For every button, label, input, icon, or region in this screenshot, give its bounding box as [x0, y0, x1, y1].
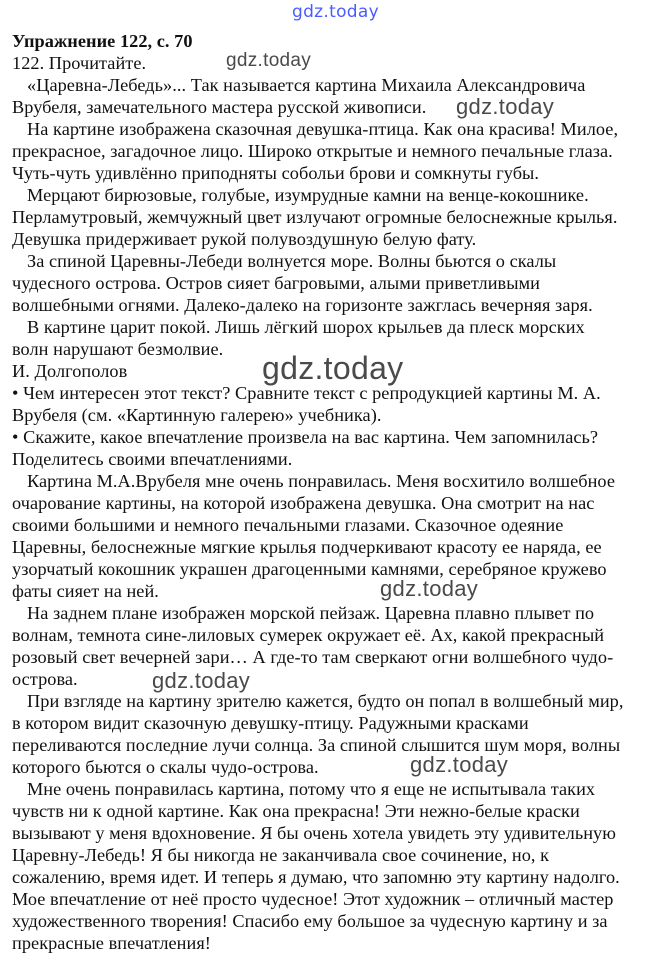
task-bullet: • Скажите, какое впечатление произвела на вас картина. Чем запомнилась?: [12, 427, 599, 447]
paragraph-line: Поделитесь своими впечатлениями.: [12, 449, 293, 469]
paragraph-line: В картине царит покой. Лишь лёгкий шорох крыльев да плеск морских: [27, 317, 585, 337]
paragraph-line: своими большими и немного печальными глазами. Сказочное одеяние: [12, 515, 564, 535]
paragraph-line: розовый свет вечерней зари… А где-то там сверкают огни волшебного чудо-: [12, 647, 614, 667]
paragraph-line: художественного творения! Спасибо ему большое за чудесную картину и за: [12, 911, 608, 931]
paragraph-line: волнам, темнота сине-лиловых сумерек окружает её. Ах, какой прекрасный: [12, 625, 605, 645]
paragraph-line: которого бьются о скалы чудо-острова.: [12, 757, 319, 777]
paragraph-line: Чуть-чуть удивлённо приподняты собольи брови и сомкнуты губы.: [12, 163, 540, 183]
paragraph-line: волн нарушают безмолвие.: [12, 339, 224, 359]
paragraph-line: очарование картины, на которой изображена девушка. Она смотрит на нас: [12, 493, 595, 513]
paragraph-line: вызывают у меня вдохновение. Я бы очень хотела увидеть эту удивительную: [12, 823, 616, 843]
paragraph-line: Картина М.А.Врубеля мне очень понравилась. Меня восхитило волшебное: [27, 471, 616, 491]
paragraph-line: Врубеля (см. «Картинную галерею» учебника).: [12, 405, 382, 425]
paragraph-line: прекрасные впечатления!: [12, 933, 211, 953]
paragraph-line: фаты сияет на ней.: [12, 581, 159, 601]
paragraph-line: Девушка придерживает рукой полувоздушную белую фату.: [12, 229, 477, 249]
paragraph-line: волшебными огнями. Далеко-далеко на горизонте зажглась вечерняя заря.: [12, 295, 593, 315]
watermark-text: gdz.today: [456, 94, 555, 119]
paragraph-line: За спиной Царевны-Лебеди волнуется море. Волны бьются о скалы: [27, 251, 557, 271]
watermark-text: gdz.today: [262, 350, 404, 386]
watermark-text: gdz.today: [380, 576, 479, 601]
paragraph-line: прекрасное, загадочное лицо. Широко открытые и немного печальные глаза.: [12, 141, 613, 161]
paragraph-line: Царевну-Лебедь! Я бы никогда не заканчивала свое сочинение, но, к: [12, 845, 550, 865]
watermark-link-top[interactable]: gdz.today: [292, 2, 379, 22]
watermark-text: gdz.today: [152, 668, 251, 693]
paragraph-line: Царевны, белоснежные мягкие крылья подчеркивают красоту ее наряда, ее: [12, 537, 602, 557]
paragraph-line: переливаются последние лучи солнца. За спиной слышится шум моря, волны: [12, 735, 621, 755]
paragraph-line: чувств ни к одной картине. Как она прекрасна! Эти нежно-белые краски: [12, 801, 580, 821]
paragraph-line: Мне очень понравилась картина, потому что я еще не испытывала таких: [27, 779, 596, 799]
paragraph-line: Мое впечатление от неё просто чудесное! Этот художник – отличный мастер: [12, 889, 614, 909]
task-bullet: • Чем интересен этот текст? Сравните текст с репродукцией картины М. А.: [12, 383, 601, 403]
paragraph-line: чудесного острова. Остров сияет багровыми, алыми приветливыми: [12, 273, 540, 293]
paragraph-line: острова.: [12, 669, 78, 689]
paragraph-line: Мерцают бирюзовые, голубые, изумрудные камни на венце-кокошнике.: [27, 185, 589, 205]
paragraph-line: Врубеля, замечательного мастера русской живописи.: [12, 97, 427, 117]
paragraph-line: сожалению, время идет. И теперь я думаю, что запомню эту картину надолго.: [12, 867, 620, 887]
watermark-text: gdz.today: [226, 50, 312, 71]
paragraph-line: На заднем плане изображен морской пейзаж. Царевна плавно плывет по: [27, 603, 595, 623]
author-signature: И. Долгополов: [12, 361, 128, 381]
paragraph-line: «Царевна-Лебедь»... Так называется картина Михаила Александровича: [27, 75, 586, 95]
paragraph-line: При взгляде на картину зрителю кажется, будто он попал в волшебный мир,: [27, 691, 624, 711]
paragraph-line: в котором видит сказочную девушку-птицу. Радужными красками: [12, 713, 529, 733]
paragraph-line: 122. Прочитайте.: [12, 53, 147, 73]
paragraph-line: узорчатый кокошник украшен драгоценными камнями, серебряное кружево: [12, 559, 607, 579]
watermark-text: gdz.today: [410, 752, 509, 777]
exercise-title: Упражнение 122, с. 70: [12, 31, 193, 51]
paragraph-line: На картине изображена сказочная девушка-птица. Как она красива! Милое,: [27, 119, 619, 139]
paragraph-line: Перламутровый, жемчужный цвет излучают огромные белоснежные крылья.: [12, 207, 618, 227]
